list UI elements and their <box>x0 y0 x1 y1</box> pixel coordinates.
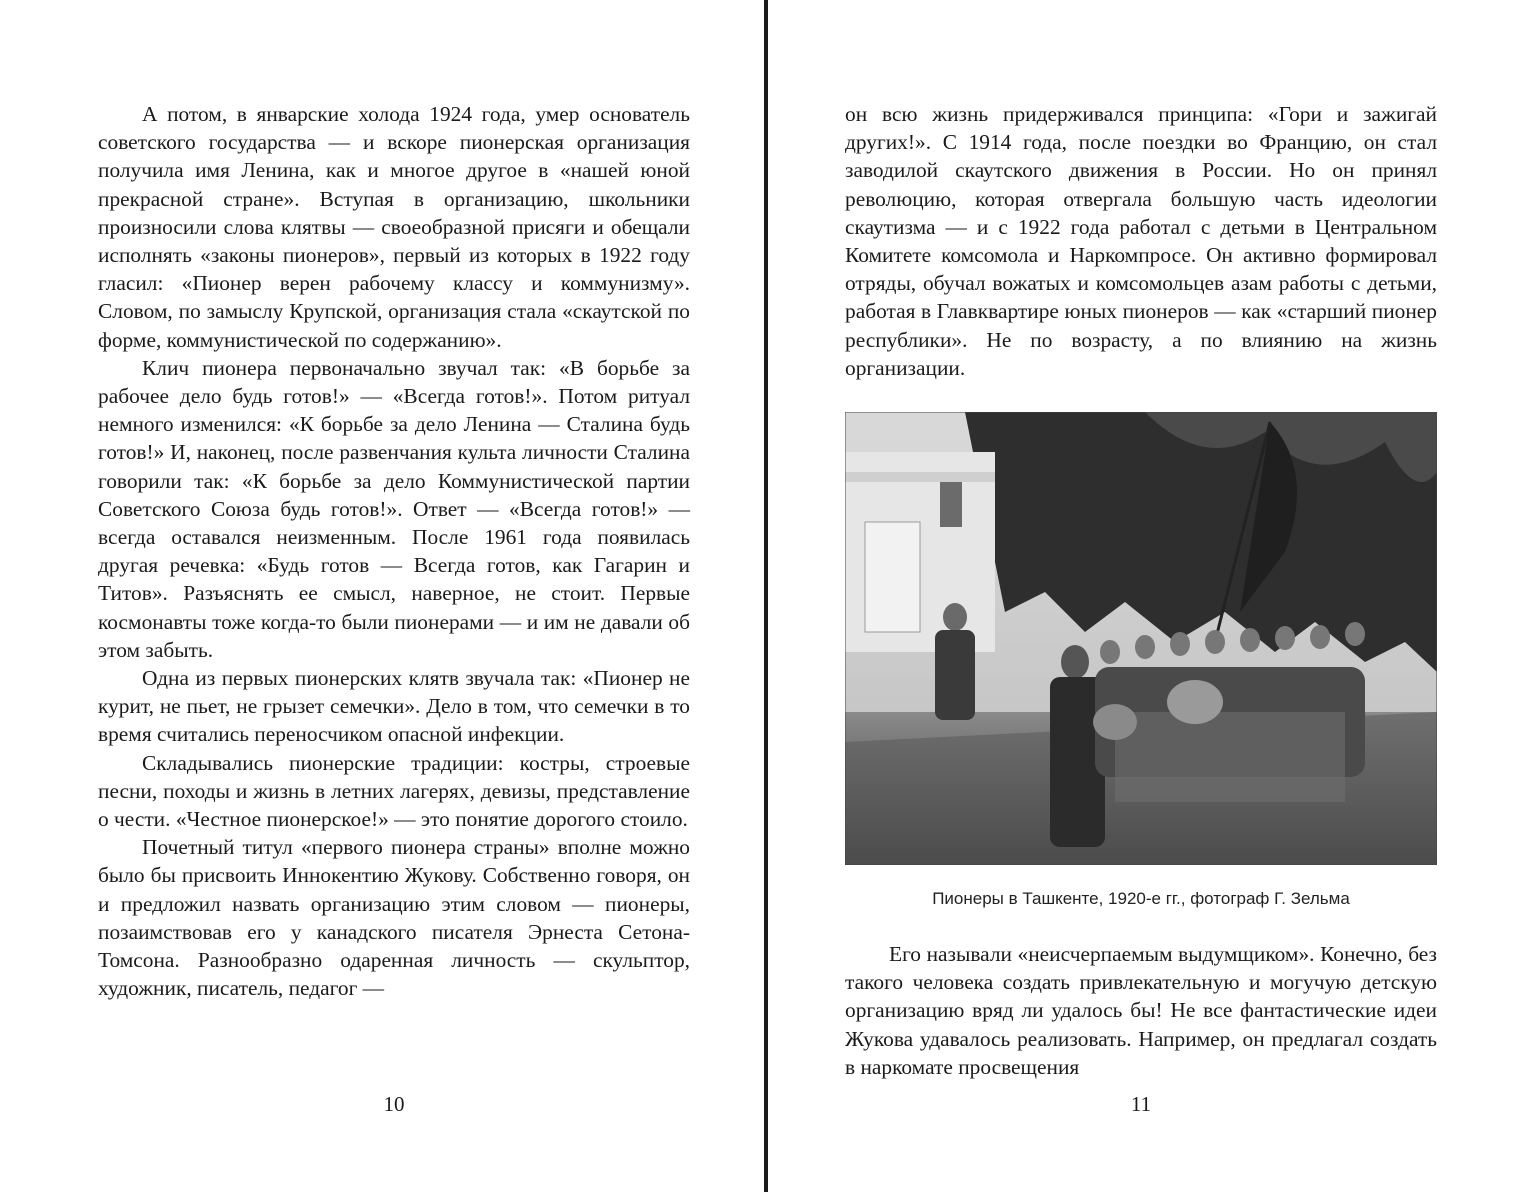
page-number-left: 10 <box>383 1092 405 1116</box>
paragraph: Почетный титул «первого пионера страны» вполне можно было бы присвоить Иннокентию Жукову. Собственно говоря, он и предложил назвать организацию этим словом — пионеры, позаимствовав его у канадского писателя Эрнеста Сетона-Томсона. Разнообразно одаренная личность — скульптор, художник, писатель, педагог — <box>98 835 690 1001</box>
paragraph: Его называли «неисчерпаемым выдумщиком». Конечно, без такого человека создать привлекательную и могучую детскую организацию вряд ли удалось бы! Не все фантастические идеи Жукова удавалось реализовать. Например, он предлагал создать в наркомате просвещения <box>845 942 1437 1079</box>
pioneers-photo <box>845 412 1437 865</box>
paragraph: Складывались пионерские традиции: костры, строевые песни, походы и жизнь в летних лагерях, девизы, представление о чести. «Честное пионерское!» — это понятие дорогого стоило. <box>98 750 690 832</box>
paragraph: Клич пионера первоначально звучал так: «В борьбе за рабочее дело будь готов!» — «Всегда готов!». Потом ритуал немного изменился: «К борьбе за дело Ленина — Сталина будь готов!» И, наконец, после развенчания культа личности Сталина говорили так: «К борьбе за дело Коммунистической партии Советского Союза будь готов!». Ответ — «Всегда готов!» — всегда оставался неизменным. После 1961 года появилась другая речевка: «Будь готов — Всегда готов, как Гагарин и Титов». Разъяснять ее смысл, наверное, не стоит. Первые космонавты тоже когда-то были пионерами — и им не давали об этом забыть. <box>98 355 690 662</box>
paragraph: он всю жизнь придерживался принципа: «Гори и зажигай других!». С 1914 года, после поездки во Францию, он стал заводилой скаутского движения в России. Но он принял революцию, которая отвергала большую часть идеологии скаутизма — и с 1922 года работал с детьми в Центральном Комитете комсомола и Наркомпросе. Он активно формировал отряды, обучал вожатых и комсомольцев азам работы с детьми, работая в Главквартире юных пионеров — как «старший пионер республики». Не по возрасту, а по влиянию на жизнь организации. <box>845 102 1437 380</box>
paragraph: Одна из первых пионерских клятв звучала так: «Пионер не курит, не пьет, не грызет семечки». Дело в том, что семечки в то время считались переносчиком опасной инфекции. <box>98 666 690 747</box>
photo-caption: Пионеры в Ташкенте, 1920-е гг., фотограф Г. Зельма <box>932 889 1350 908</box>
paragraph: А потом, в январские холода 1924 года, умер основатель советского государства — и вскоре пионерская организация получила имя Ленина, как и многое другое в «нашей юной прекрасной стране». Вступая в организацию, школьники произносили слова клятвы — своеобразной присяги и обещали исполнять «законы пионеров», первый из которых в 1922 году гласил: «Пионер верен рабочему классу и коммунизму». Словом, по замыслу Крупской, организация стала «скаутской по форме, коммунистической по содержанию». <box>98 102 690 352</box>
page-number-right: 11 <box>1130 1092 1152 1116</box>
left-page-text <box>98 100 690 1003</box>
right-page-text-top <box>845 100 1437 382</box>
book-spine <box>764 0 768 1192</box>
right-page-text-bottom <box>845 940 1437 1081</box>
